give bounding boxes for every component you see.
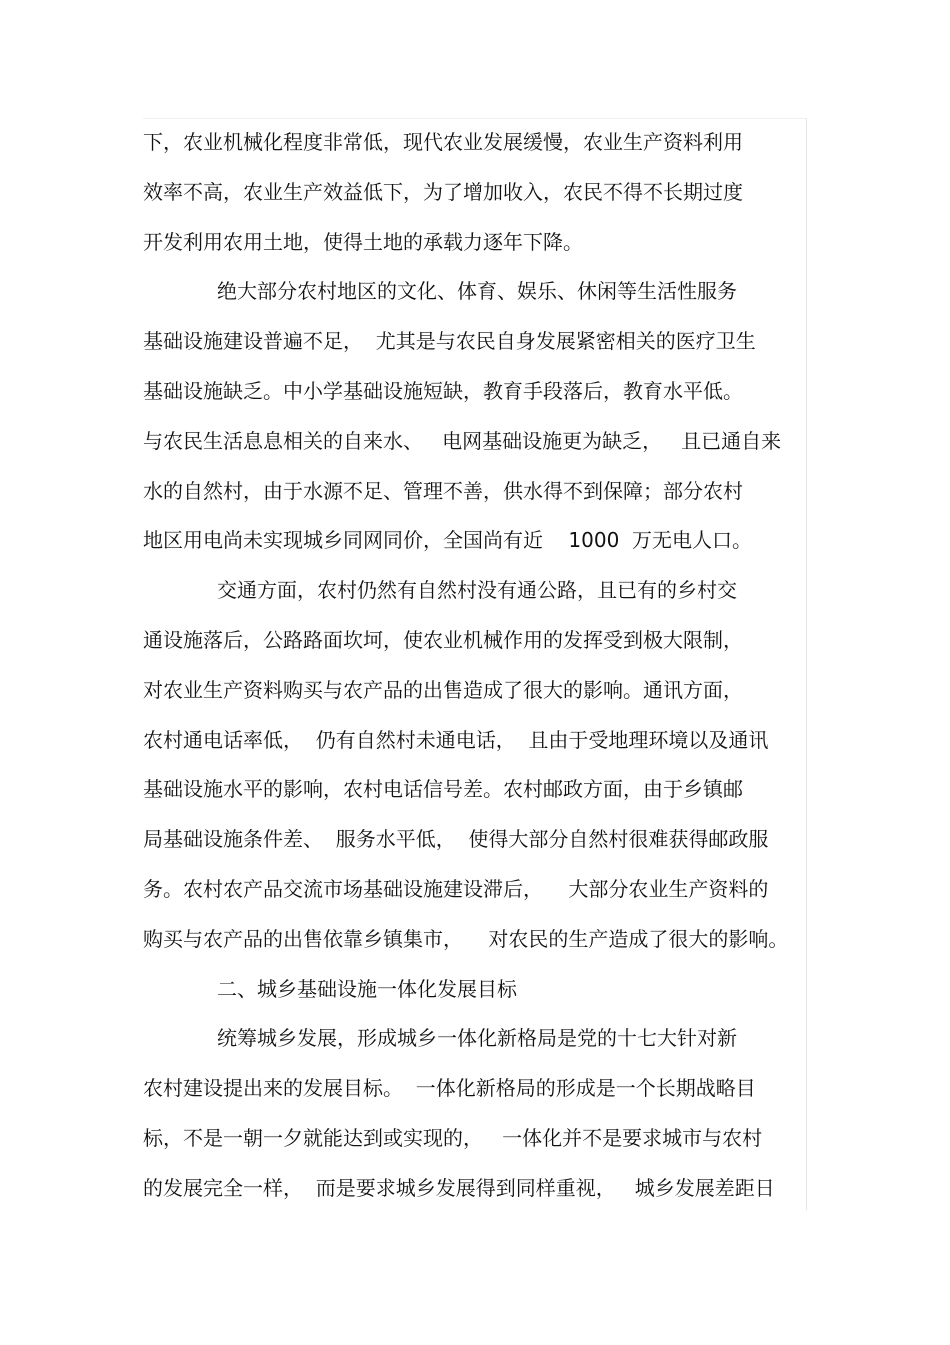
text-line: 开发利用农用土地，使得土地的承载力逐年下降。 — [143, 229, 583, 254]
text-line: 基础设施水平的影响，农村电话信号差。农村邮政方面，由于乡镇邮 — [143, 777, 743, 802]
text-line: 基础设施缺乏。中小学基础设施短缺，教育手段落后，教育水平低。 — [143, 378, 743, 403]
paragraph-first-line: 绝大部分农村地区的文化、体育、娱乐、休闲等生活性服务 — [217, 279, 737, 304]
paragraph-first-line: 统筹城乡发展，形成城乡一体化新格局是党的十七大针对新 — [217, 1026, 737, 1051]
document-body — [143, 118, 807, 1214]
text-line: 农村建设提出来的发展目标。 一体化新格局的形成是一个长期战略目 — [143, 1076, 756, 1101]
text-line: 水的自然村，由于水源不足、管理不善，供水得不到保障；部分农村 — [143, 478, 743, 503]
text-line: 与农民生活息息相关的自来水、 电网基础设施更为缺乏， 且已通自来 — [143, 428, 782, 453]
text-line: 的发展完全一样， 而是要求城乡发展得到同样重视， 城乡发展差距日 — [143, 1175, 775, 1200]
text-line: 对农业生产资料购买与农产品的出售造成了很大的影响。通讯方面， — [143, 677, 743, 702]
text-line: 下，农业机械化程度非常低，现代农业发展缓慢，农业生产资料利用 — [143, 130, 743, 154]
text-line: 通设施落后，公路路面坎坷，使农业机械作用的发挥受到极大限制， — [143, 627, 743, 652]
text-line: 农村通电话率低， 仍有自然村未通电话， 且由于受地理环境以及通讯 — [143, 727, 769, 752]
text-line: 标，不是一朝一夕就能达到或实现的， 一体化并不是要求城市与农村 — [143, 1125, 763, 1150]
paragraph-first-line: 交通方面，农村仍然有自然村没有通公路，且已有的乡村交 — [217, 578, 737, 603]
text-line: 务。农村农产品交流市场基础设施建设滞后， 大部分农业生产资料的 — [143, 876, 769, 901]
section-heading: 二、城乡基础设施一体化发展目标 — [217, 976, 517, 1001]
text-line: 效率不高，农业生产效益低下，为了增加收入，农民不得不长期过度 — [143, 179, 743, 204]
text-line: 地区用电尚未实现城乡同网同价，全国尚有近 1000 万无电人口。 — [143, 528, 753, 553]
text-line: 局基础设施条件差、 服务水平低， 使得大部分自然村很难获得邮政服 — [143, 827, 769, 852]
text-line: 购买与农产品的出售依靠乡镇集市， 对农民的生产造成了很大的影响。 — [143, 926, 789, 951]
text-line: 基础设施建设普遍不足， 尤其是与农民自身发展紧密相关的医疗卫生 — [143, 329, 756, 354]
